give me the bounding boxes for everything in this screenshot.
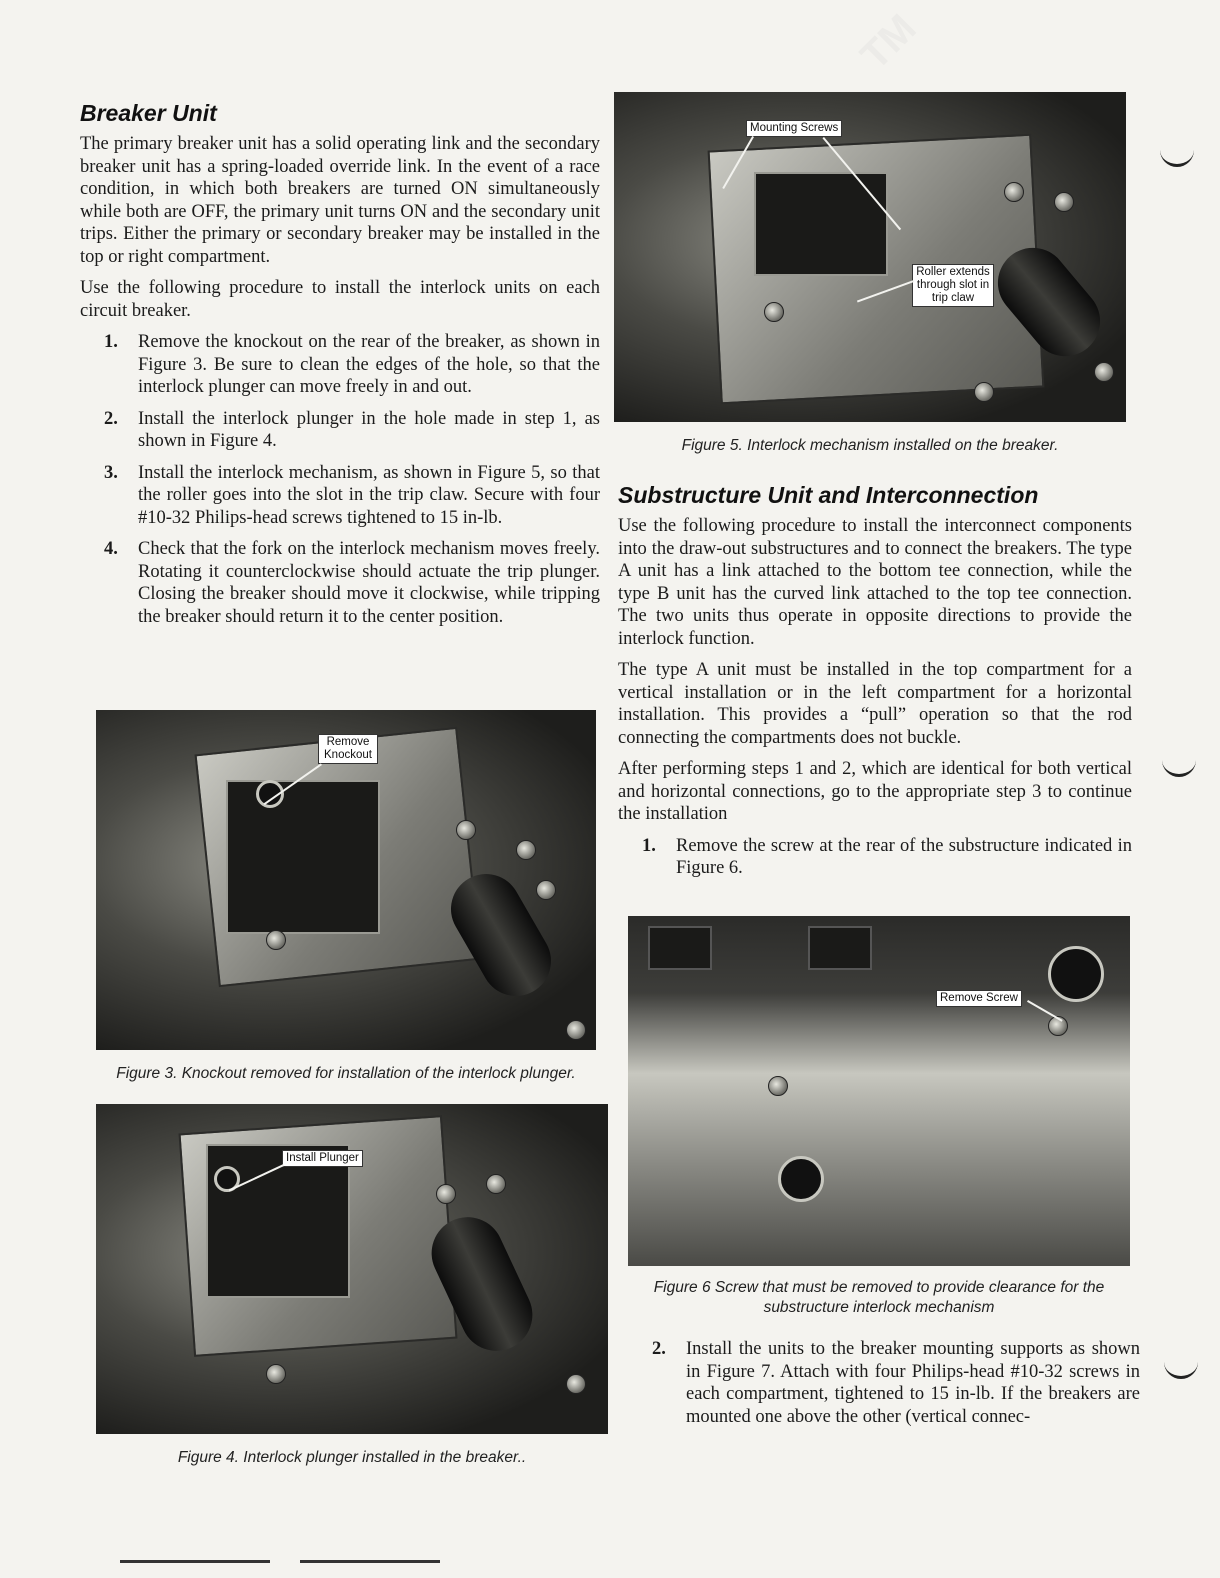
step-text: Install the interlock mechanism, as shown in Figure 5, so that the roller goes into the slot in the trip claw. Secure with four #10-32 Philips-head screws tightened to 15 in-lb. bbox=[138, 462, 600, 528]
step-text: Check that the fork on the interlock mechanism moves freely. Rotating it counterclockwise should actuate the trip plunger. Closing the breaker should move it clockwise, while tripping the breaker should return it to the center position. bbox=[138, 539, 600, 627]
list-item bbox=[80, 331, 600, 399]
callout-mounting-screws: Mounting Screws bbox=[746, 120, 842, 137]
procedure-list bbox=[80, 331, 600, 628]
figure-5-caption: Figure 5. Interlock mechanism installed on the breaker. bbox=[681, 437, 1059, 454]
figure-3-photo bbox=[96, 710, 596, 1050]
list-item bbox=[80, 538, 600, 628]
figure-3 bbox=[96, 710, 596, 1090]
paragraph: Use the following procedure to install the interconnect components into the draw-out substructures and to connect the breakers. The type A unit has a link attached to the bottom tee connection, while the type B unit has the curved link attached to the top tee connection. The two units thus operate in opposite directions to provide the interlock function. bbox=[618, 516, 1132, 649]
binding-mark bbox=[1164, 1362, 1198, 1379]
figure-4-caption: Figure 4. Interlock plunger installed in the breaker.. bbox=[177, 1449, 527, 1466]
step-text: Remove the knockout on the rear of the breaker, as shown in Figure 3. Be sure to clean the edges of the hole, so that the interlock plunger can move freely in and out. bbox=[138, 332, 600, 397]
paragraph: After performing steps 1 and 2, which are identical for both vertical and horizontal connections, go to the appropriate step 3 to continue the installation bbox=[618, 759, 1132, 824]
figure-5-photo bbox=[614, 92, 1126, 422]
binding-mark bbox=[1162, 760, 1196, 777]
list-item bbox=[80, 408, 600, 453]
paragraph: The primary breaker unit has a solid operating link and the secondary breaker unit has a spring-loaded override link. In the event of a race condition, in which both breakers are turned ON simultaneously while both are OFF, the primary unit turns ON and the secondary unit trips. Either the primary or secondary breaker may be installed in the top or right compartment. bbox=[80, 134, 600, 267]
section-heading-breaker-unit: Breaker Unit bbox=[80, 100, 217, 126]
right-column-continued bbox=[628, 1338, 1140, 1437]
figure-3-caption: Figure 3. Knockout removed for installation of the interlock plunger. bbox=[116, 1065, 576, 1082]
right-column bbox=[618, 482, 1132, 889]
step-number: 2. bbox=[104, 408, 118, 429]
figure-5 bbox=[614, 92, 1126, 462]
figure-6-caption: Figure 6 Screw that must be removed to provide clearance for the substructure interlock mechanism bbox=[653, 1279, 1105, 1316]
paragraph: Use the following procedure to install the interlock units on each circuit breaker. bbox=[80, 278, 600, 321]
paragraph: The type A unit must be installed in the top compartment for a vertical installation or in the left compartment for a horizontal installation. This provides a “pull” operation so that the rod connecting the compartments does not buckle. bbox=[618, 660, 1132, 748]
step-number: 3. bbox=[104, 462, 118, 483]
figure-6-photo bbox=[628, 916, 1130, 1266]
step-number: 1. bbox=[642, 835, 656, 856]
step-number: 1. bbox=[104, 332, 118, 352]
step-number: 2. bbox=[652, 1339, 666, 1359]
figure-6 bbox=[628, 916, 1130, 1326]
figure-4-photo bbox=[96, 1104, 608, 1434]
list-item bbox=[80, 462, 600, 530]
callout-remove-knockout: Remove Knockout bbox=[318, 734, 378, 764]
watermark: TM bbox=[852, 6, 925, 79]
step-text: Remove the screw at the rear of the substructure indicated in Figure 6. bbox=[676, 835, 1132, 878]
section-heading-substructure: Substructure Unit and Interconnection bbox=[618, 482, 1039, 508]
callout-roller-extends: Roller extends through slot in trip claw bbox=[912, 264, 994, 307]
left-column bbox=[80, 100, 600, 637]
step-text: Install the interlock plunger in the hole made in step 1, as shown in Figure 4. bbox=[138, 408, 600, 451]
list-item bbox=[628, 1338, 1140, 1428]
step-text: Install the units to the breaker mounting supports as shown in Figure 7. Attach with four Philips-head #10-32 screws in each compartment, tightened to 15 in-lb. If the breakers are mounted one above the other (vertical connec- bbox=[686, 1339, 1140, 1427]
procedure-list bbox=[618, 835, 1132, 880]
callout-remove-screw: Remove Screw bbox=[936, 990, 1022, 1007]
figure-4 bbox=[96, 1104, 608, 1480]
step-number: 4. bbox=[104, 539, 118, 559]
footer-rule bbox=[120, 1560, 270, 1563]
procedure-list bbox=[628, 1338, 1140, 1428]
binding-mark bbox=[1160, 150, 1194, 167]
footer-rule bbox=[300, 1560, 440, 1563]
list-item bbox=[618, 835, 1132, 880]
callout-install-plunger: Install Plunger bbox=[282, 1150, 363, 1167]
